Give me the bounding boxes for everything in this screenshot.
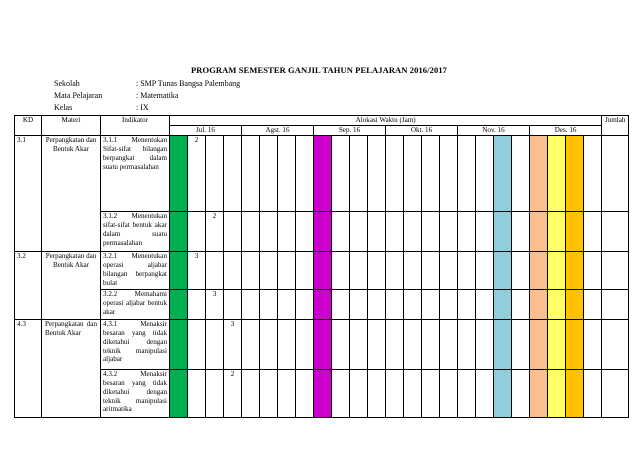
week-cell [170, 369, 188, 417]
week-cell: 2 [206, 211, 224, 251]
week-cell [314, 135, 332, 211]
week-cell [332, 211, 350, 251]
week-cell [386, 369, 404, 417]
jumlah-header: Jumlah [602, 116, 629, 136]
table-row [15, 211, 629, 251]
month-agst: Agst. 16 [242, 125, 314, 135]
week-cell [404, 289, 422, 319]
week-cell [584, 135, 602, 211]
info-mapel [54, 91, 178, 100]
week-cell [422, 319, 440, 369]
week-cell [512, 135, 530, 211]
table-row [15, 369, 629, 417]
kd-cell: 3.1 [15, 135, 42, 251]
week-cell [242, 251, 260, 289]
week-cell [548, 211, 566, 251]
month-sep: Sep. 16 [314, 125, 386, 135]
week-cell [314, 251, 332, 289]
indikator-cell: 4.3.2 Menaksir besaran yang tidak diketahui dengan teknik manipulasi aritmatika [101, 369, 170, 417]
week-cell: 3 [206, 289, 224, 319]
week-cell [260, 319, 278, 369]
week-cell [368, 369, 386, 417]
week-cell [494, 251, 512, 289]
week-cell [512, 369, 530, 417]
week-cell: 2 [188, 135, 206, 211]
week-cell [530, 319, 548, 369]
week-cell [386, 319, 404, 369]
week-cell [404, 251, 422, 289]
table-row [15, 251, 629, 289]
week-cell [422, 135, 440, 211]
week-cell [170, 289, 188, 319]
week-cell [566, 319, 584, 369]
jumlah-cell [602, 319, 629, 369]
info-value: : IX [136, 103, 149, 112]
week-cell [350, 289, 368, 319]
week-cell [278, 369, 296, 417]
week-cell [584, 319, 602, 369]
week-cell [476, 289, 494, 319]
kd-cell: 4.3 [15, 319, 42, 417]
table-row [15, 289, 629, 319]
week-cell [260, 289, 278, 319]
week-cell [476, 319, 494, 369]
week-cell [260, 135, 278, 211]
week-cell [476, 251, 494, 289]
week-cell [332, 135, 350, 211]
week-cell [422, 369, 440, 417]
indikator-cell: 3.1.1 Menentukan Sifat-sifat bilangan berpangkat dalam suatu permasalahan [101, 135, 170, 211]
week-cell [206, 251, 224, 289]
info-sekolah [54, 79, 240, 88]
week-cell [224, 211, 242, 251]
alokasi-header: Alokasi Waktu (Jam) [170, 116, 602, 126]
week-cell [584, 289, 602, 319]
week-cell [170, 135, 188, 211]
week-cell [332, 319, 350, 369]
week-cell [224, 251, 242, 289]
week-cell [188, 289, 206, 319]
week-cell [584, 369, 602, 417]
week-cell [296, 319, 314, 369]
info-value: : Matematika [136, 91, 179, 100]
week-cell [350, 251, 368, 289]
week-cell [494, 211, 512, 251]
week-cell [422, 211, 440, 251]
week-cell [566, 369, 584, 417]
week-cell [242, 289, 260, 319]
info-label: Kelas [54, 103, 73, 112]
week-cell [566, 289, 584, 319]
week-cell [404, 135, 422, 211]
week-cell [242, 369, 260, 417]
week-cell [548, 251, 566, 289]
week-cell [296, 289, 314, 319]
week-cell [404, 319, 422, 369]
info-label: Mata Pelajaran [54, 91, 103, 100]
week-cell [566, 135, 584, 211]
week-cell [548, 369, 566, 417]
week-cell [368, 251, 386, 289]
week-cell [386, 251, 404, 289]
week-cell [476, 135, 494, 211]
week-cell [476, 369, 494, 417]
week-cell [314, 369, 332, 417]
jumlah-cell [602, 251, 629, 289]
week-cell [350, 319, 368, 369]
week-cell [224, 135, 242, 211]
header-row [15, 116, 629, 126]
week-cell [422, 251, 440, 289]
week-cell [512, 251, 530, 289]
jumlah-cell [602, 369, 629, 417]
month-des: Des. 16 [530, 125, 602, 135]
week-cell [278, 211, 296, 251]
week-cell [584, 211, 602, 251]
month-okt: Okt. 16 [386, 125, 458, 135]
week-cell [260, 251, 278, 289]
month-nov: Nov. 16 [458, 125, 530, 135]
week-cell [278, 289, 296, 319]
week-cell [404, 369, 422, 417]
week-cell [530, 369, 548, 417]
week-cell [440, 369, 458, 417]
indikator-cell: 3.1.2 Menentukan sifat-sifat bentuk akar dalam suatu permasalahan [101, 211, 170, 251]
week-cell [440, 319, 458, 369]
week-cell [458, 369, 476, 417]
info-value: : SMP Tunas Bangsa Palembang [136, 79, 241, 88]
indikator-cell: 3.2.1 Menentukan operasi aljabar bilangan berpangkat bulat [101, 251, 170, 289]
program-table [14, 115, 629, 418]
week-cell: 3 [188, 251, 206, 289]
week-cell [440, 289, 458, 319]
kd-header: KD [15, 116, 42, 136]
week-cell [170, 251, 188, 289]
jumlah-cell [602, 211, 629, 251]
indikator-cell: 4.3.1 Menaksir besaran yang tidak diketahui dengan teknik manipulasi aljabar [101, 319, 170, 369]
week-cell [332, 251, 350, 289]
week-cell [206, 319, 224, 369]
week-cell [350, 135, 368, 211]
week-cell [494, 135, 512, 211]
week-cell [530, 251, 548, 289]
week-cell [548, 319, 566, 369]
week-cell [188, 319, 206, 369]
week-cell [350, 211, 368, 251]
week-cell [242, 319, 260, 369]
week-cell [368, 289, 386, 319]
table-body [15, 135, 629, 417]
week-cell [530, 289, 548, 319]
week-cell [458, 289, 476, 319]
week-cell [548, 135, 566, 211]
week-cell [494, 369, 512, 417]
week-cell [494, 289, 512, 319]
table-row [15, 319, 629, 369]
week-cell: 2 [224, 369, 242, 417]
week-cell [458, 211, 476, 251]
week-cell [278, 135, 296, 211]
week-cell [260, 369, 278, 417]
week-cell [458, 251, 476, 289]
week-cell [512, 211, 530, 251]
jumlah-cell [602, 135, 629, 211]
week-cell [278, 319, 296, 369]
materi-cell: Perpangkatan dan Bentuk Akar [42, 319, 101, 417]
week-cell [332, 289, 350, 319]
week-cell [386, 135, 404, 211]
document-title: PROGRAM SEMESTER GANJIL TAHUN PELAJARAN 2016/2017 [190, 65, 448, 75]
week-cell [494, 319, 512, 369]
week-cell [296, 135, 314, 211]
week-cell [476, 211, 494, 251]
week-cell [458, 135, 476, 211]
week-cell [530, 135, 548, 211]
week-cell [260, 211, 278, 251]
week-cell [458, 319, 476, 369]
week-cell [440, 211, 458, 251]
week-cell [296, 211, 314, 251]
week-cell [188, 211, 206, 251]
indikator-header: Indikator [101, 116, 170, 136]
week-cell [368, 319, 386, 369]
week-cell [566, 251, 584, 289]
week-cell [566, 211, 584, 251]
week-cell [224, 289, 242, 319]
week-cell [314, 289, 332, 319]
month-jul: Jul. 16 [170, 125, 242, 135]
indikator-cell: 3.2.2 Memahami operasi aljabar bentuk akar [101, 289, 170, 319]
week-cell [332, 369, 350, 417]
week-cell [404, 211, 422, 251]
week-cell [584, 251, 602, 289]
week-cell: 3 [224, 319, 242, 369]
week-cell [386, 211, 404, 251]
week-cell [296, 369, 314, 417]
week-cell [368, 211, 386, 251]
week-cell [368, 135, 386, 211]
week-cell [206, 369, 224, 417]
kd-cell: 3.2 [15, 251, 42, 319]
jumlah-cell [602, 289, 629, 319]
info-kelas [54, 103, 149, 112]
week-cell [512, 319, 530, 369]
week-cell [386, 289, 404, 319]
week-cell [314, 319, 332, 369]
week-cell [440, 251, 458, 289]
week-cell [530, 211, 548, 251]
week-cell [188, 369, 206, 417]
info-label: Sekolah [54, 79, 80, 88]
table-row [15, 135, 629, 211]
week-cell [548, 289, 566, 319]
week-cell [206, 135, 224, 211]
materi-cell: Perpangkatan dan Bentuk Akar [42, 251, 101, 319]
week-cell [278, 251, 296, 289]
materi-cell: Perpangkatan dan Bentuk Akar [42, 135, 101, 251]
materi-header: Materi [42, 116, 101, 136]
week-cell [350, 369, 368, 417]
week-cell [512, 289, 530, 319]
week-cell [314, 211, 332, 251]
week-cell [242, 135, 260, 211]
week-cell [242, 211, 260, 251]
week-cell [170, 211, 188, 251]
week-cell [296, 251, 314, 289]
week-cell [170, 319, 188, 369]
week-cell [422, 289, 440, 319]
week-cell [440, 135, 458, 211]
